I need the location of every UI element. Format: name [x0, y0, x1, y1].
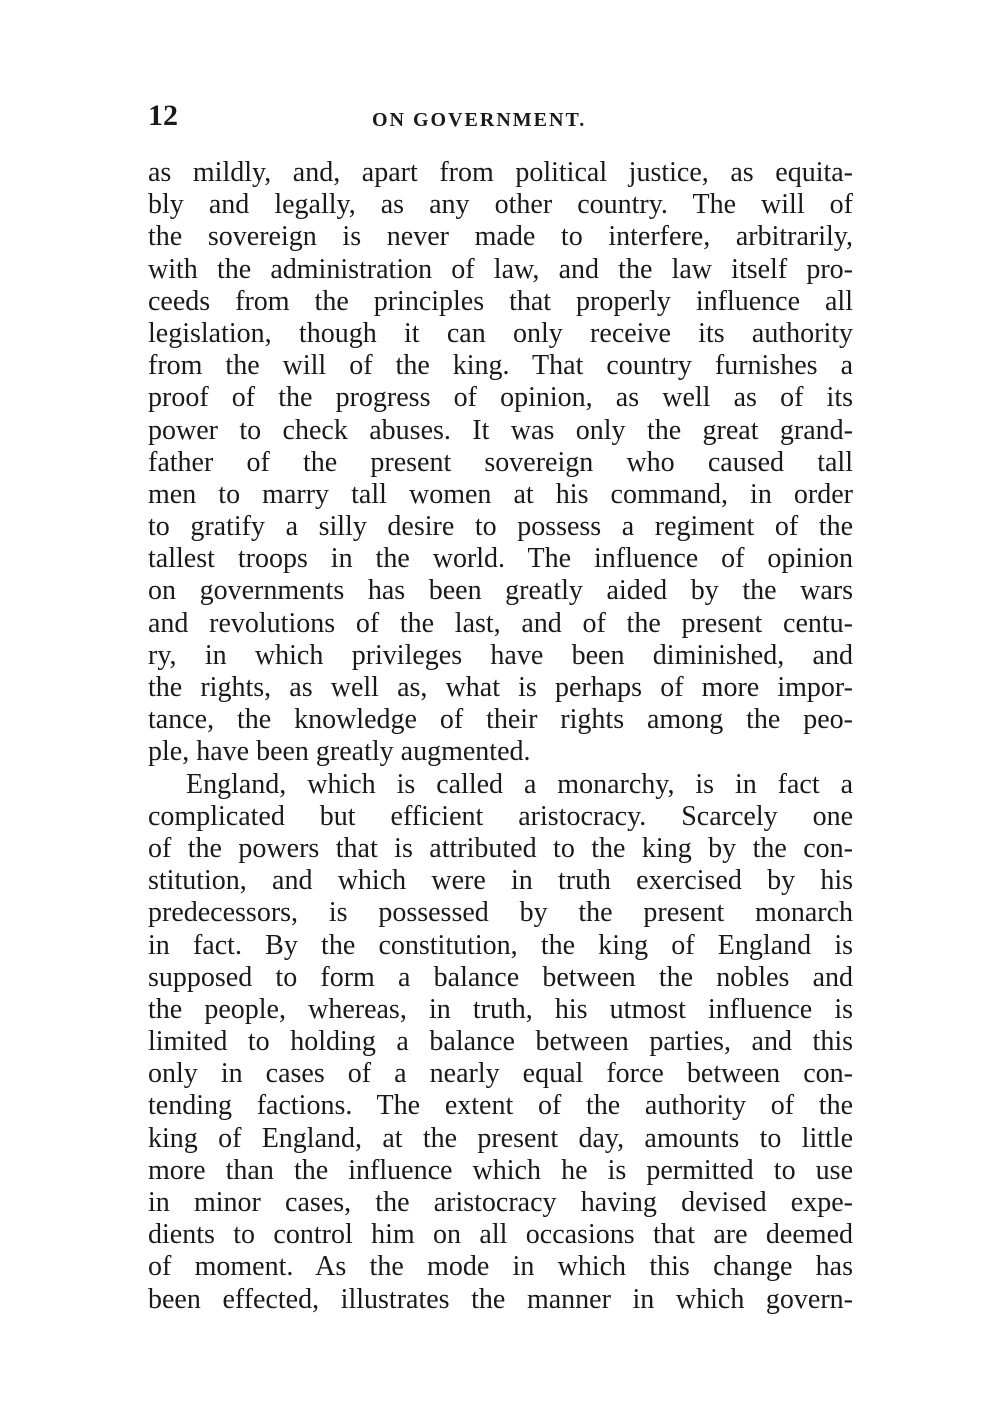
text-line: of the powers that is attributed to the king by the con-: [148, 832, 853, 864]
text-line: ceeds from the principles that properly influence all: [148, 285, 853, 317]
text-line: been effected, illustrates the manner in which govern-: [148, 1283, 853, 1315]
text-line: and revolutions of the last, and of the present centu-: [148, 607, 853, 639]
paragraph: [148, 157, 853, 769]
text-line: power to check abuses. It was only the great grand-: [148, 414, 853, 446]
text-line: on governments has been greatly aided by the wars: [148, 575, 853, 607]
text-line: tallest troops in the world. The influence of opinion: [148, 543, 853, 575]
text-line: stitution, and which were in truth exercised by his: [148, 865, 853, 897]
text-line: to gratify a silly desire to possess a regiment of the: [148, 511, 853, 543]
text-line: the rights, as well as, what is perhaps of more impor-: [148, 672, 853, 703]
text-line: only in cases of a nearly equal force between con-: [148, 1058, 853, 1090]
text-line: supposed to form a balance between the nobles and: [148, 961, 853, 993]
text-line: more than the influence which he is permitted to use: [148, 1154, 853, 1186]
text-line: England, which is called a monarchy, is in fact a: [186, 768, 853, 800]
text-line: predecessors, is possessed by the present monarch: [148, 897, 853, 929]
text-line: bly and legally, as any other country. The will of: [148, 189, 853, 221]
text-line: ple, have been greatly augmented.: [148, 736, 531, 768]
text-line: ry, in which privileges have been diminished, and: [148, 639, 853, 671]
text-line: proof of the progress of opinion, as well as of its: [148, 382, 853, 414]
text-line: from the will of the king. That country furnishes a: [148, 350, 853, 382]
text-line: in minor cases, the aristocracy having devised expe-: [148, 1187, 853, 1218]
text-line: dients to control him on all occasions that are deemed: [148, 1219, 853, 1251]
text-line: complicated but efficient aristocracy. Scarcely one: [148, 800, 853, 832]
text-line: the sovereign is never made to interfere, arbitrarily,: [148, 221, 853, 253]
text-line: father of the present sovereign who caused tall: [148, 446, 853, 478]
running-head: [148, 98, 852, 138]
running-title: ON GOVERNMENT.: [372, 109, 587, 131]
body-text: [148, 157, 853, 1316]
text-line: tending factions. The extent of the authority of the: [148, 1090, 853, 1122]
text-line: limited to holding a balance between parties, and this: [148, 1026, 853, 1058]
text-line: the people, whereas, in truth, his utmost influence is: [148, 993, 853, 1025]
text-line: king of England, at the present day, amounts to little: [148, 1122, 853, 1154]
text-line: of moment. As the mode in which this change has: [148, 1251, 853, 1283]
text-line: legislation, though it can only receive its authority: [148, 317, 853, 349]
text-line: tance, the knowledge of their rights among the peo-: [148, 704, 853, 736]
text-line: men to marry tall women at his command, in order: [148, 478, 853, 510]
text-line: in fact. By the constitution, the king of England is: [148, 929, 853, 961]
text-line: as mildly, and, apart from political justice, as equita-: [148, 157, 853, 188]
page-number: 12: [148, 99, 178, 132]
paragraph: [148, 769, 853, 1316]
text-line: with the administration of law, and the law itself pro-: [148, 253, 853, 285]
